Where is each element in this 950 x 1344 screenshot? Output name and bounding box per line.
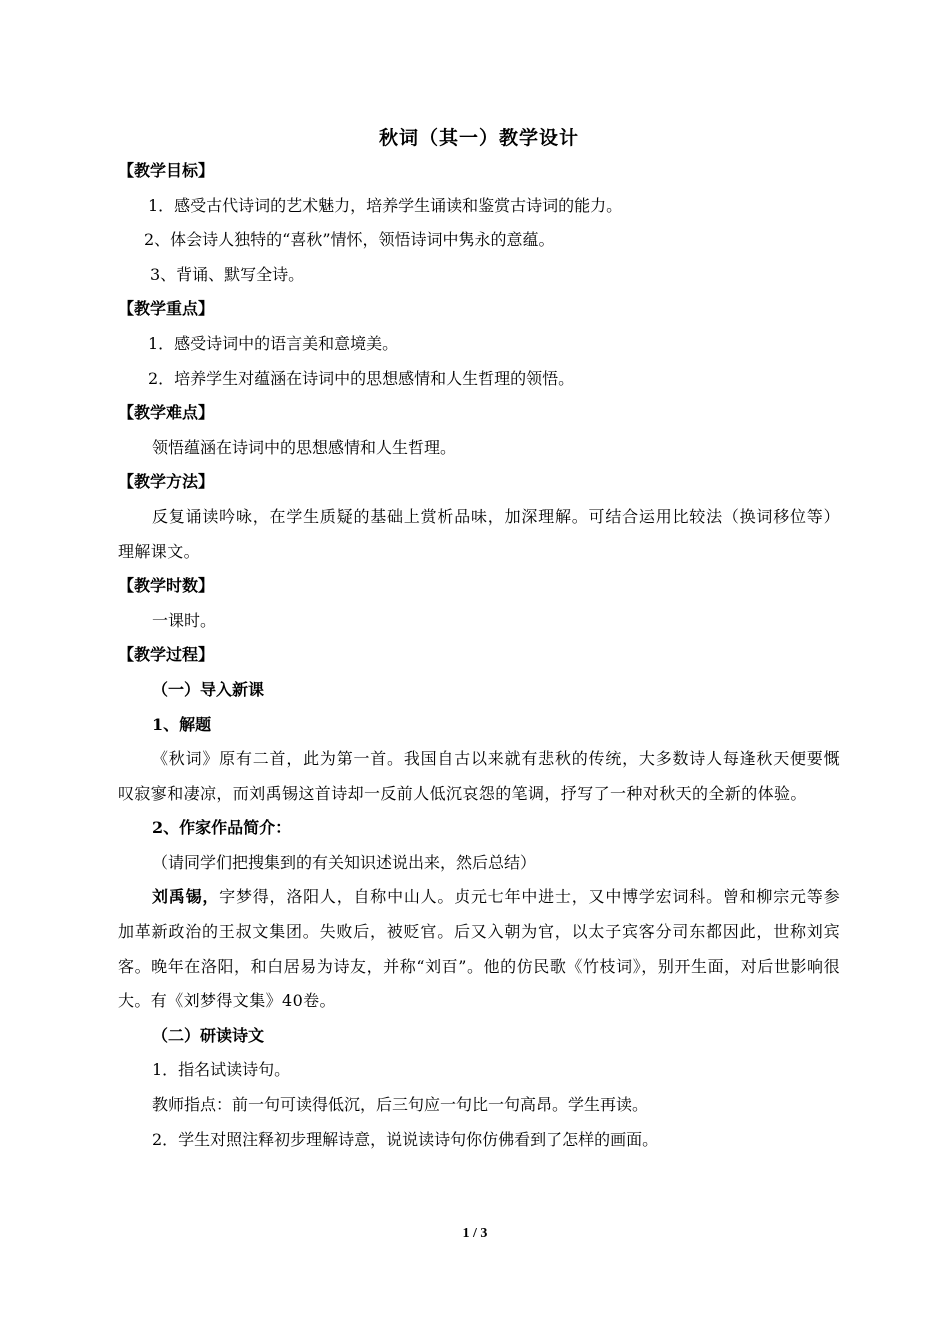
hours-text: 一课时。 xyxy=(152,610,217,630)
document-title: 秋词（其一）教学设计 xyxy=(378,127,579,149)
goal-item: 3、背诵、默写全诗。 xyxy=(150,264,305,284)
key-point-item: 1．感受诗词中的语言美和意境美。 xyxy=(148,333,399,353)
goal-item: 1．感受古代诗词的艺术魅力，培养学生诵读和鉴赏古诗词的能力。 xyxy=(148,195,623,215)
author-paragraph xyxy=(118,880,840,1018)
author-text: 字梦得，洛阳人，自称中山人。贞元七年中进士，又中博学宏词科。曾和柳宗元等参加革新政治的王叔文集团。失败后，被贬官。后又入朝为官，以太子宾客分司东都因此，世称刘宾客。晚年在洛阳，和白居易为诗友，并称“刘百”。他的仿民歌《竹枝词》，别开生面，对后世影响很大。有《刘梦得文集》40卷。 xyxy=(118,887,840,1011)
difficulty-text: 领悟蕴涵在诗词中的思想感情和人生哲理。 xyxy=(152,437,457,457)
page-number: 1 / 3 xyxy=(462,1226,488,1241)
part2-item: 2．学生对照注释初步理解诗意，说说读诗句你仿佛看到了怎样的画面。 xyxy=(152,1129,659,1149)
step1-paragraph: 《秋词》原有二首，此为第一首。我国自古以来就有悲秋的传统，大多数诗人每逢秋天便要慨叹寂寥和凄凉，而刘禹锡这首诗却一反前人低沉哀怨的笔调，抒写了一种对秋天的全新的体验。 xyxy=(118,749,840,803)
part2-item: 1．指名试读诗句。 xyxy=(152,1060,291,1080)
section-heading-methods: 【教学方法】 xyxy=(118,472,215,492)
step2-note: （请同学们把搜集到的有关知识述说出来，然后总结） xyxy=(152,852,537,872)
process-part1-heading: （一）导入新课 xyxy=(152,679,265,699)
section-heading-hours: 【教学时数】 xyxy=(118,576,215,596)
document-body xyxy=(118,122,840,1157)
author-name: 刘禹锡， xyxy=(152,887,220,907)
step1-heading: 1、解题 xyxy=(152,714,212,734)
section-heading-key-points: 【教学重点】 xyxy=(118,299,215,319)
goal-item: 2、体会诗人独特的“喜秋”情怀，领悟诗词中隽永的意蕴。 xyxy=(144,230,555,250)
process-part2-heading: （二）研读诗文 xyxy=(152,1025,265,1045)
section-heading-process: 【教学过程】 xyxy=(118,645,215,665)
section-heading-difficulties: 【教学难点】 xyxy=(118,403,215,423)
part2-item: 教师指点：前一句可读得低沉，后三句应一句比一句高昂。学生再读。 xyxy=(152,1095,649,1115)
methods-paragraph: 反复诵读吟咏，在学生质疑的基础上赏析品味，加深理解。可结合运用比较法（换词移位等）理解课文。 xyxy=(118,506,840,561)
step2-heading: 2、作家作品简介： xyxy=(152,818,292,838)
section-heading-goals: 【教学目标】 xyxy=(118,161,215,180)
key-point-item: 2．培养学生对蕴涵在诗词中的思想感情和人生哲理的领悟。 xyxy=(148,368,575,388)
